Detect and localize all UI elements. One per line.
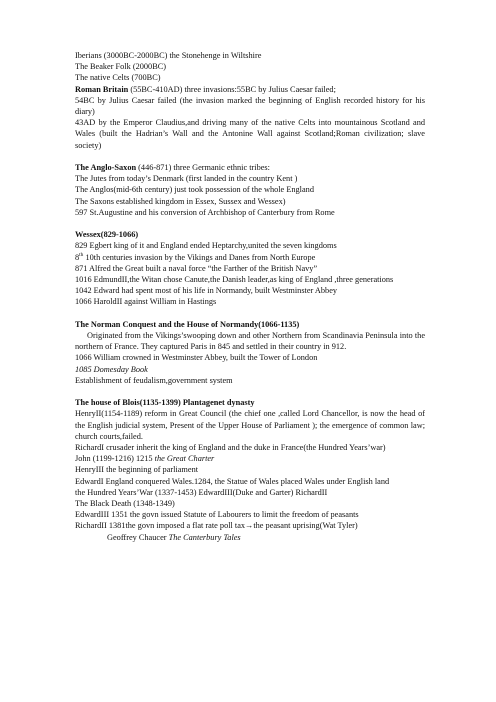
line-alfred: 871 Alfred the Great built a naval force “the Farther of the British Navy” <box>75 263 318 273</box>
line-edward-i: EdwardI England conquered Wales.1284, the Statue of Wales placed Wales under English land <box>75 476 390 486</box>
john-dates: John (1199-1216) 1215 <box>75 454 155 464</box>
great-charter: the Great Charter <box>154 454 215 464</box>
line-richard-ii: RichardII 1381the govn imposed a flat rate poll tax→the peasant uprising(Wat Tyler) <box>75 521 358 531</box>
line-saxons: The Saxons established kingdom in Essex, Sussex and Wessex) <box>75 196 286 206</box>
line-chaucer <box>75 532 425 543</box>
chaucer-name: Geoffrey Chaucer <box>107 532 169 542</box>
line-domesday: 1085 Domesday Book <box>75 364 148 374</box>
line-edward: 1042 Edward had spent most of his life in Normandy, built Westminster Abbey <box>75 286 338 296</box>
line-43ad: 43AD by the Emperor Claudius,and driving many of the native Celts into mountainous Scotland and Wales (built the Hadrian’s Wall and the Antonine Wall against Scotland;Roman civilization; slave society) <box>75 118 425 150</box>
canterbury-tales: The Canterbury Tales <box>168 532 241 542</box>
century-superscript: th <box>79 251 84 258</box>
line-edward-iii: EdwardIII 1351 the govn issued Statute of Labourers to limit the freedom of peasants <box>75 510 359 520</box>
line-beaker-folk: The Beaker Folk (2000BC) <box>75 62 167 72</box>
line-anglos: The Anglos(mid-6th century) just took possession of the whole England <box>75 185 314 195</box>
line-vikings <box>75 252 425 263</box>
line-william: 1066 William crowned in Westminster Abbey, built the Tower of London <box>75 353 318 363</box>
line-egbert: 829 Egbert king of it and England ended Heptarchy,united the seven kingdoms <box>75 241 337 251</box>
century-number: 8 <box>75 252 80 262</box>
line-edmund: 1016 EdmundII,the Witan chose Canute,the Danish leader,as king of England ,three generations <box>75 275 394 285</box>
spacer <box>75 218 425 229</box>
line-hundred-years-war: the Hundred Years’War (1337-1453) EdwardIII(Duke and Garter) RichardII <box>75 487 328 497</box>
anglo-saxon-dates: (446-871) three Germanic ethnic tribes: <box>136 163 270 173</box>
spacer <box>75 151 425 162</box>
line-native-celts: The native Celts (700BC) <box>75 73 161 83</box>
line-henry-ii: HenryII(1154-1189) reform in Great Council (the chief one ,called Lord Chancellor, is now the head of the English judicial system, Present of the Upper House of Parliament ); the emergence of common law; church courts,failed. <box>75 409 425 441</box>
heading-house-of-blois: The house of Blois(1135-1399) Plantagenet dynasty <box>75 398 255 408</box>
spacer <box>75 386 425 397</box>
roman-britain-dates: (55BC-410AD) three invasions:55BC by Julius Caesar failed; <box>128 84 336 94</box>
heading-norman-conquest: The Norman Conquest and the House of Normandy(1066-1135) <box>75 319 300 329</box>
line-richard-i: RichardI crusader inherit the king of England and the duke in France(the Hundred Years’war) <box>75 443 386 453</box>
line-henry-iii: HenryIII the beginning of parliament <box>75 465 199 475</box>
line-anglo-saxon <box>75 162 425 173</box>
line-harold: 1066 HaroldII against William in Hastings <box>75 297 217 307</box>
line-black-death: The Black Death (1348-1349) <box>75 499 175 509</box>
line-augustine: 597 St.Augustine and his conversion of Archbishop of Canterbury from Rome <box>75 207 335 217</box>
document-page <box>75 50 425 543</box>
spacer <box>75 308 425 319</box>
line-iberians: Iberians (3000BC-2000BC) the Stonehenge in Wiltshire <box>75 51 262 60</box>
line-feudalism: Establishment of feudalism,government system <box>75 375 233 385</box>
heading-wessex: Wessex(829-1066) <box>75 230 139 240</box>
line-norman-origin: Originated from the Vikings’swooping down and other Northern from Scandinavia Peninsula into the northern of France. They captured Paris in 845 and settled in their country in 912. <box>75 331 425 352</box>
line-54bc: 54BC by Julius Caesar failed (the invasion marked the beginning of English recorded history for his diary) <box>75 95 425 117</box>
heading-anglo-saxon: The Anglo-Saxon <box>75 163 137 173</box>
line-roman-britain <box>75 84 425 95</box>
line-jutes: The Jutes from today’s Denmark (first landed in the country Kent ) <box>75 174 298 184</box>
line-john <box>75 453 425 464</box>
vikings-text: 10th centuries invasion by the Vikings and Danes from North Europe <box>83 252 316 262</box>
heading-roman-britain: Roman Britain <box>75 84 129 94</box>
